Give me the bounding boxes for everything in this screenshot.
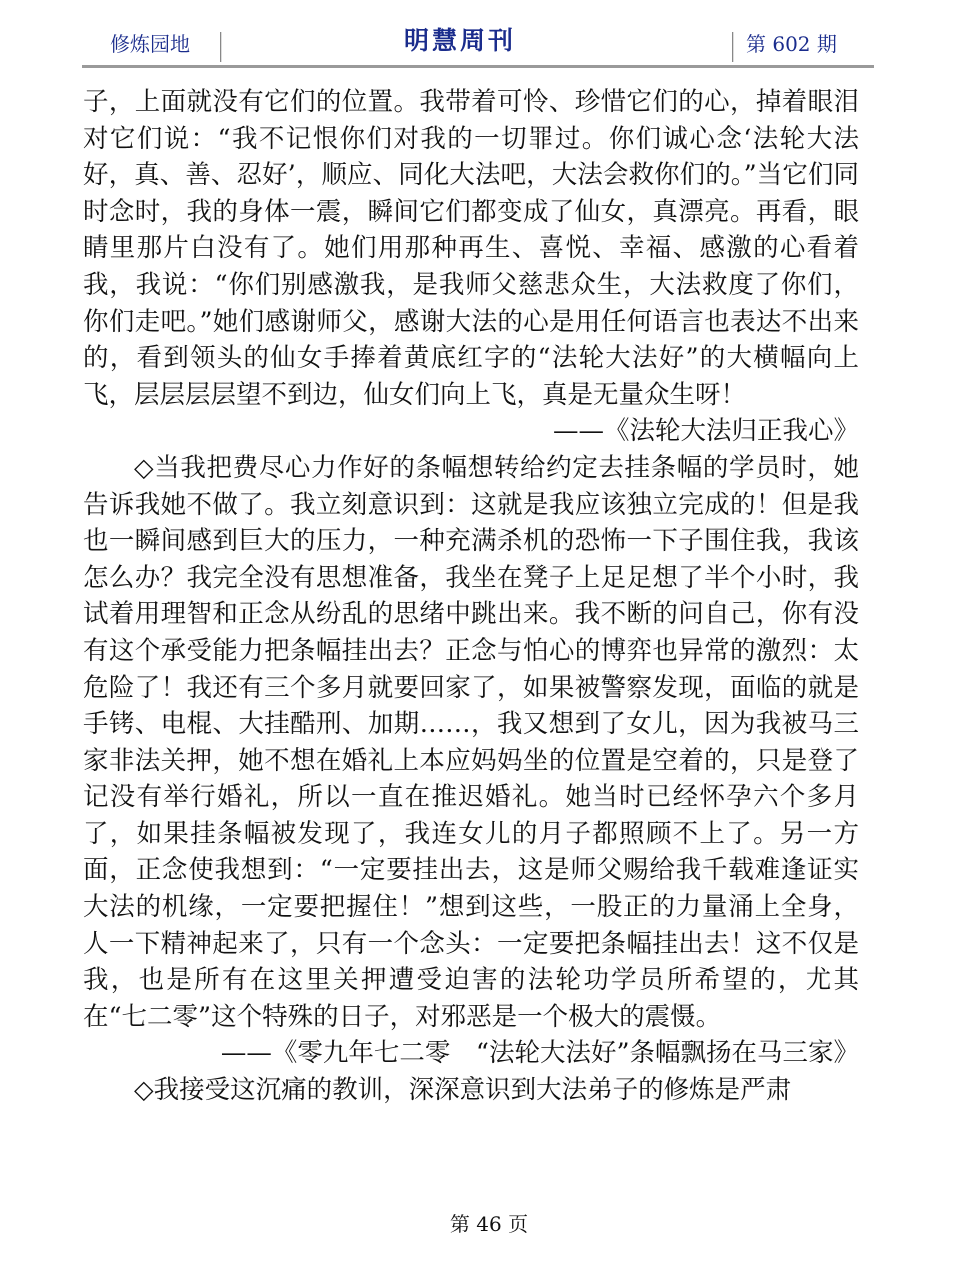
section-name: 修炼园地 <box>110 32 190 56</box>
article-body <box>83 84 859 1109</box>
header-rule <box>82 65 874 68</box>
article-source: ——《法轮大法归正我心》 <box>552 416 859 447</box>
paragraph: ◇当我把费尽心力作好的条幅想转给约定去挂条幅的学员时，她告诉我她不做了。我立刻意识到：这就是我应该独立完成的！但是我也一瞬间感到巨大的压力，一种充满杀机的恐怖一下子围住我，我该怎么办？我完全没有思想准备，我坐在凳子上足足想了半个小时，我试着用理智和正念从纷乱的思绪中跳出来。我不断的问自己，你有没有这个承受能力把条幅挂出去？正念与怕心的博弈也异常的激烈：太危险了！我还有三个多月就要回家了，如果被警察发现，面临的就是手铐、电棍、大挂酷刑、加期……，我又想到了女儿，因为我被马三家非法关押，她不想在婚礼上本应妈妈坐的位置是空着的，只是登了记没有举行婚礼，所以一直在推迟婚礼。她当时已经怀孕六个多月了，如果挂条幅被发现了，我连女儿的月子都照顾不上了。另一方面，正念使我想到：“一定要挂出去，这是师父赐给我千载难逢证实大法的机缘，一定要把握住！”想到这些，一股正的力量涌上全身，人一下精神起来了，只有一个念头：一定要把条幅挂出去！这不仅是我，也是所有在这里关押遭受迫害的法轮功学员所希望的，尤其在“七二零”这个特殊的日子，对邪恶是一个极大的震慑。 <box>83 452 859 1032</box>
article-source: ——《零九年七二零 “法轮大法好”条幅飘扬在马三家》 <box>220 1038 859 1069</box>
issue-number: 第 602 期 <box>746 32 837 56</box>
publication-title: 明慧周刊 <box>404 26 517 55</box>
header-divider-right <box>732 32 733 62</box>
paragraph: ◇我接受这沉痛的教训，深深意识到大法弟子的修炼是严肃 <box>134 1075 792 1106</box>
page-number: 第 46 页 <box>449 1212 529 1236</box>
paragraph-continued: 子，上面就没有它们的位置。我带着可怜、珍惜它们的心，掉着眼泪对它们说：“我不记恨你们对我的一切罪过。你们诚心念‘法轮大法好，真、善、忍好’，顺应、同化大法吧，大法会救你们的。”当它们同时念时，我的身体一震，瞬间它们都变成了仙女，真漂亮。再看，眼睛里那片白没有了。她们用那种再生、喜悦、幸福、感激的心看着我，我说：“你们别感激我，是我师父慈悲众生，大法救度了你们，你们走吧。”她们感谢师父，感谢大法的心是用任何语言也表达不出来的，看到领头的仙女手捧着黄底红字的“法轮大法好”的大横幅向上飞，层层层层望不到边，仙女们向上飞，真是无量众生呀！ <box>83 87 859 410</box>
page-header <box>82 18 874 70</box>
header-divider-left <box>220 32 221 62</box>
